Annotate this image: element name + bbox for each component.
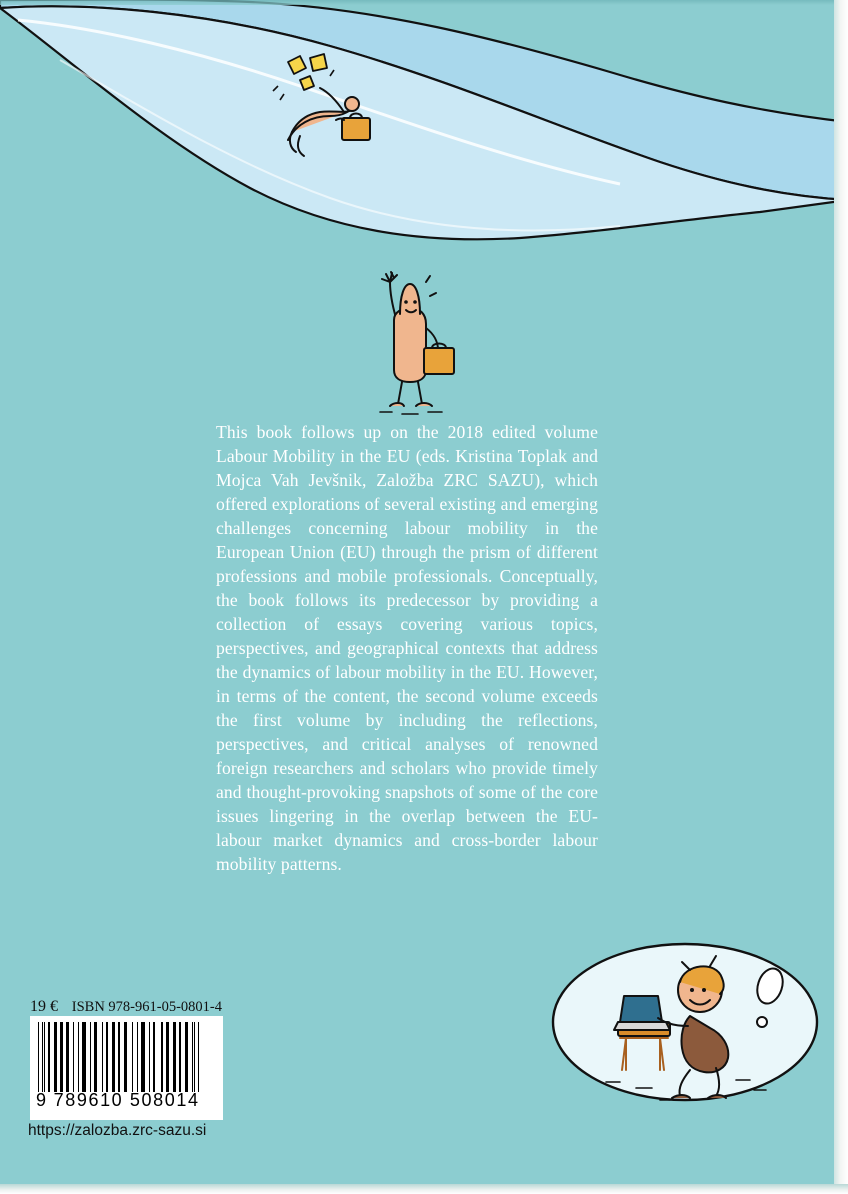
blurb-paragraph: This book follows up on the 2018 edited volume Labour Mobility in the EU (eds. Kristina Toplak and Mojca Vah Jevšnik, Založba ZRC SAZU), which offered explorations of several existing and emerging challenges concerning labour mobility in the European Union (EU) through the prism of different professions and mobile professionals. Conceptually, the book follows its predecessor by providing a collection of essays covering various topics, perspectives, and geographical contexts that address the dynamics of labour mobility in the EU. However, in terms of the content, the second volume exceeds the first volume by including the reflections, perspectives, and critical analyses of renowned foreign researchers and scholars who provide timely and thought-provoking snapshots of some of the core issues lingering in the overlap between the EU-labour market dynamics and cross-border labour mobility patterns. xyxy=(216,422,598,874)
page-edge-top xyxy=(0,0,848,5)
barcode-number: 789610 508014 xyxy=(53,1090,200,1110)
barcode xyxy=(30,1016,223,1120)
publisher-url: https://zalozba.zrc-sazu.si xyxy=(28,1122,207,1139)
barcode-digits xyxy=(36,1090,219,1111)
illustration-desk-bubble xyxy=(540,930,830,1120)
barcode-bars xyxy=(38,1022,215,1092)
page-edge-bottom xyxy=(0,1184,848,1194)
illustration-waving-figure xyxy=(350,252,480,422)
price-label: 19 € xyxy=(30,998,58,1015)
isbn-label: ISBN 978-961-05-0801-4 xyxy=(71,999,222,1015)
price-isbn-line xyxy=(30,998,222,1016)
barcode-lead-digit: 9 xyxy=(36,1090,48,1110)
page-edge-right xyxy=(834,0,848,1194)
illustration-wave-slide xyxy=(0,0,848,260)
blurb-text xyxy=(216,420,598,876)
